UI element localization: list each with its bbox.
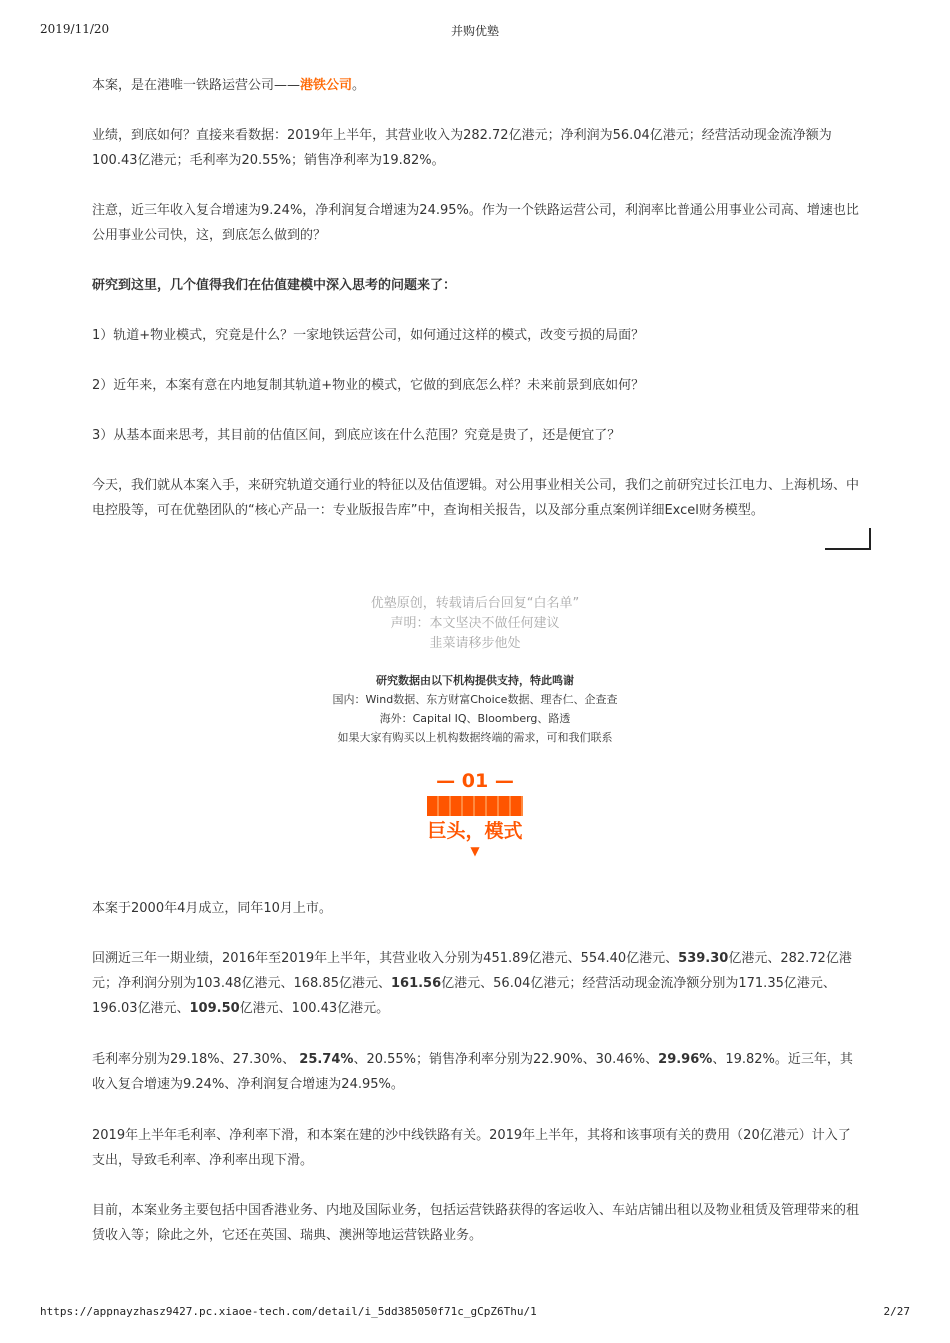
corner-bracket-decoration [825, 528, 871, 550]
question-1: 1）轨道+物业模式，究竟是什么？一家地铁运营公司，如何通过这样的模式，改变亏损的局面？ [92, 328, 645, 343]
notice-line-2: 声明：本文坚决不做任何建议 [390, 616, 560, 631]
question-3: 3）从基本面来思考，其目前的估值区间，到底应该在什么范围？究竟是贵了，还是便宜了？ [92, 428, 621, 443]
sources-title: 研究数据由以下机构提供支持，特此鸣谢 [376, 674, 574, 687]
b2-text-d: 亿港元、56.04亿港元；经营活动现金流净额分别为171.35亿港元、196.03亿港元、 [92, 976, 836, 1016]
b2-bold-3: 109.50 [189, 1001, 240, 1016]
section-header [0, 770, 950, 858]
b2-text-a: 回溯近三年一期业绩，2016年至2019年上半年，其营业收入分别为451.89亿港元、554.40亿港元、 [92, 951, 679, 966]
intro-p1-suffix: 。 [352, 78, 366, 93]
intro-paragraph-3: 注意，近三年收入复合增速为9.24%，净利润复合增速为24.95%。作为一个铁路运营公司，利润率比普通公用事业公司高、增速也比公用事业公司快，这，到底怎么做到的？ [92, 203, 859, 243]
footer-page-number: 2/27 [883, 1305, 910, 1318]
b2-text-e: 亿港元、100.43亿港元。 [239, 1001, 390, 1016]
body-paragraph-2 [92, 946, 862, 1021]
b3-text-a: 毛利率分别为29.18%、27.30%、 [92, 1052, 300, 1067]
down-arrow-icon: ▼ [470, 844, 480, 858]
intro-p1-prefix: 本案，是在港唯一铁路运营公司—— [92, 78, 301, 93]
sources-domestic: 国内：Wind数据、东方财富Choice数据、理杏仁、企查查 [332, 693, 618, 706]
section-number: — 01 — [436, 770, 514, 792]
body-paragraph-1: 本案于2000年4月成立，同年10月上市。 [92, 901, 332, 916]
data-sources-block [0, 671, 950, 747]
intro-paragraph-2: 业绩，到底如何？直接来看数据：2019年上半年，其营业收入为282.72亿港元；净利润为56.04亿港元；经营活动现金流净额为100.43亿港元；毛利率为20.55%；销售净利率为19.82%。 [92, 128, 832, 168]
b3-text-d: 、19.82%。近三年，其收入复合增速为9.24%、净利润复合增速为24.95%。 [92, 1052, 853, 1092]
intro-paragraph-1 [92, 73, 862, 98]
header-title: 并购优塾 [450, 24, 499, 38]
b3-text-c: 、20.55%；销售净利率分别为22.90%、30.46%、 [353, 1052, 659, 1067]
b2-bold-1: 539.30 [678, 951, 729, 966]
research-questions-heading: 研究到这里，几个值得我们在估值建模中深入思考的问题来了： [92, 278, 457, 293]
question-2: 2）近年来，本案有意在内地复制其轨道+物业的模式，它做的到底怎么样？未来前景到底如何？ [92, 378, 645, 393]
copyright-notice [0, 594, 950, 654]
company-name-highlight: 港铁公司 [300, 78, 353, 93]
notice-line-1: 优塾原创，转载请后台回复“白名单” [370, 596, 580, 611]
sources-overseas: 海外：Capital IQ、Bloomberg、路透 [379, 712, 571, 725]
header-date: 2019/11/20 [40, 22, 110, 36]
section-title: 巨头，模式 [427, 820, 523, 842]
b3-bold-2: 29.96% [658, 1052, 713, 1067]
footer-url: https://appnayzhasz9427.pc.xiaoe-tech.com/detail/i_5dd385050f71c_gCpZ6Thu/1 [40, 1305, 537, 1318]
notice-line-3: 韭菜请移步他处 [429, 636, 521, 651]
body-paragraph-3 [92, 1047, 862, 1097]
b2-text-c: 亿港元、282.72亿港元；净利润分别为103.48亿港元、168.85亿港元、 [92, 951, 852, 991]
body-paragraph-4: 2019年上半年毛利率、净利率下滑，和本案在建的沙中线铁路有关。2019年上半年，其将和该事项有关的费用（20亿港元）计入了支出，导致毛利率、净利率出现下滑。 [92, 1128, 851, 1168]
intro-paragraph-5: 今天，我们就从本案入手，来研究轨道交通行业的特征以及估值逻辑。对公用事业相关公司，我们之前研究过长江电力、上海机场、中电控股等，可在优塾团队的“核心产品一：专业版报告库”中，查询相关报告，以及部分重点案例详细Excel财务模型。 [92, 478, 860, 518]
sources-contact: 如果大家有购买以上机构数据终端的需求，可和我们联系 [337, 731, 613, 744]
section-bar-decoration [427, 796, 523, 816]
b2-bold-2: 161.56 [390, 976, 442, 991]
body-paragraph-5: 目前，本案业务主要包括中国香港业务、内地及国际业务，包括运营铁路获得的客运收入、车站店铺出租以及物业租赁及管理带来的租赁收入等；除此之外，它还在英国、瑞典、澳洲等地运营铁路业务。 [92, 1203, 860, 1243]
b3-bold-1: 25.74% [299, 1052, 354, 1067]
